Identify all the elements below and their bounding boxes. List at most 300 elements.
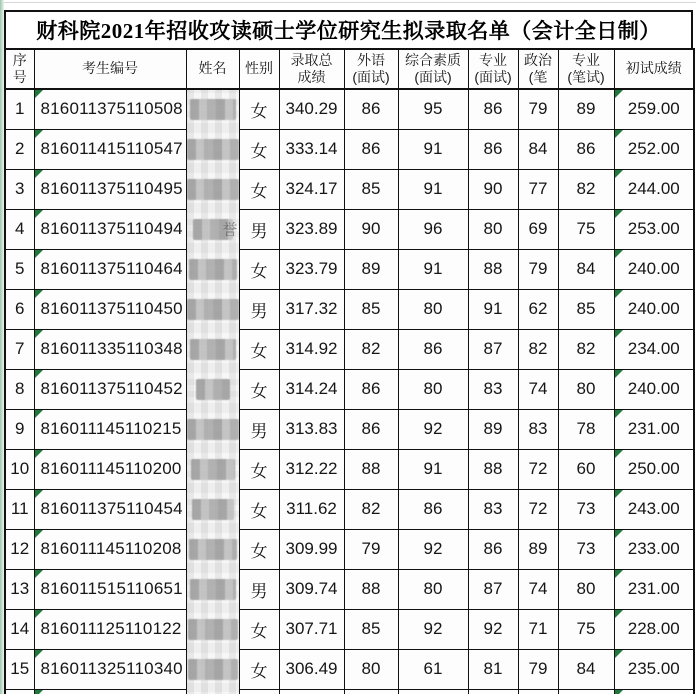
- cell-major_written-value: 75: [576, 619, 596, 638]
- cell-name: [186, 649, 239, 689]
- cell-gender-value: 女: [250, 341, 268, 361]
- cell-comprehensive: [398, 169, 468, 209]
- cell-politics-value: 62: [528, 299, 548, 318]
- cell-major_interview-value: 89: [483, 419, 503, 438]
- cell-major_interview-value: 86: [483, 99, 503, 119]
- header-major_written-line: (笔试): [567, 69, 605, 85]
- cell-id-value: 816011515110651: [40, 579, 183, 598]
- cell-gender: [239, 249, 279, 289]
- header-total-line: 录取总: [290, 51, 333, 68]
- header-gender: [239, 49, 279, 89]
- cell-total-value: 323.89: [285, 219, 338, 238]
- cell-politics: [518, 569, 558, 609]
- table-row: [5, 249, 694, 289]
- cell-politics-value: 72: [528, 459, 548, 478]
- excel-flag-triangle-icon: [615, 690, 623, 694]
- table-row: [5, 449, 694, 489]
- cell-politics-value: 69: [528, 219, 548, 238]
- header-foreign-line: 外语: [357, 51, 385, 68]
- cell-total-value: 340.29: [285, 99, 338, 119]
- cell-initial: [614, 529, 694, 569]
- cell-politics: [518, 369, 558, 409]
- cell-comprehensive: [398, 649, 468, 689]
- cell-comprehensive: [398, 329, 468, 369]
- redacted-name-mosaic: [187, 129, 239, 169]
- cell-initial-value: 244.00: [627, 179, 680, 198]
- cell-major_written-value: 86: [576, 139, 596, 158]
- cell-initial-value: 234.00: [627, 339, 680, 358]
- cell-id-value: 816011375110454: [40, 499, 183, 518]
- cell-comprehensive: [398, 249, 468, 289]
- header-no-line: 序: [12, 51, 27, 68]
- header-total-line: 成绩: [297, 69, 326, 85]
- cell-initial-value: 240.00: [627, 379, 680, 398]
- cell-foreign: [344, 249, 398, 289]
- table-row: [5, 89, 694, 129]
- cell-major_interview: [468, 289, 518, 329]
- cell-total: [279, 89, 344, 129]
- cell-gender: [239, 529, 279, 569]
- cell-major_written-value: 73: [576, 539, 596, 558]
- cell-name: [186, 169, 239, 209]
- cell-initial: [614, 609, 694, 649]
- cell-initial: [614, 209, 694, 249]
- cell-politics-value: 72: [528, 499, 548, 518]
- cell-foreign-value: 80: [361, 659, 381, 678]
- cell-politics: [518, 449, 558, 489]
- cell-no: [5, 609, 34, 649]
- cell-no: [5, 569, 34, 609]
- cell-foreign: [344, 649, 398, 689]
- cell-gender: [239, 449, 279, 489]
- header-row: [5, 49, 694, 89]
- table-row: [5, 609, 694, 649]
- cell-name: [186, 529, 239, 569]
- cell-comprehensive-value: 61: [423, 659, 443, 678]
- cell-gender-value: 女: [250, 101, 268, 121]
- excel-flag-triangle-icon: [35, 330, 43, 338]
- cell-gender: [239, 89, 279, 129]
- cell-total: [279, 449, 344, 489]
- cell-major_interview: [468, 609, 518, 649]
- header-major_interview-line: 专业: [479, 51, 507, 68]
- cell-initial: [614, 169, 694, 209]
- cell-comprehensive-value: 80: [423, 299, 443, 318]
- cell-gender-value: 女: [250, 181, 268, 201]
- cell-initial-value: 259.00: [627, 99, 680, 119]
- cell-id: [34, 649, 186, 689]
- cell-major_interview-value: 88: [483, 259, 503, 278]
- cell-gender-value: 男: [250, 421, 268, 441]
- cell-politics: [518, 609, 558, 649]
- cell-major_interview: [468, 569, 518, 609]
- cell-foreign-value: 86: [361, 99, 381, 119]
- cell-major_interview: [468, 169, 518, 209]
- redacted-name-mosaic: [187, 409, 239, 449]
- header-initial: [614, 49, 694, 89]
- cell-id: [34, 129, 186, 169]
- cell-major_interview: [468, 129, 518, 169]
- redacted-name-mosaic: [187, 489, 239, 529]
- cell-foreign: [344, 169, 398, 209]
- cell-name: [186, 609, 239, 649]
- cell-comprehensive: [398, 449, 468, 489]
- redacted-name-blur: [190, 339, 236, 360]
- cell-comprehensive-value: 86: [423, 499, 443, 518]
- redacted-name-blur: [188, 659, 238, 680]
- cell-major_written: [558, 89, 614, 129]
- cell-name: [186, 409, 239, 449]
- cell-no-value: 15: [10, 659, 30, 678]
- cell-major_written-value: 80: [576, 579, 596, 598]
- cell-initial-value: 253.00: [627, 219, 680, 238]
- cell-politics-value: 74: [528, 579, 548, 598]
- cell-comprehensive: [398, 89, 468, 129]
- cell-total: [279, 649, 344, 689]
- cell-major_written-value: 84: [576, 659, 596, 678]
- cell-initial: [614, 569, 694, 609]
- cell-comprehensive: [398, 529, 468, 569]
- cell-initial-value: 235.00: [627, 659, 680, 678]
- cell-major_interview-value: 88: [483, 459, 503, 478]
- cell-id-value: 816011375110464: [40, 259, 183, 278]
- cell-id-value: 816011375110495: [40, 179, 183, 198]
- cell-major_written: [558, 329, 614, 369]
- cell-gender: [239, 129, 279, 169]
- redacted-name-blur: [191, 459, 235, 480]
- cell-total: [279, 289, 344, 329]
- admission-table: [4, 48, 695, 694]
- cell-initial: [614, 289, 694, 329]
- redacted-name-mosaic: [187, 329, 239, 369]
- redacted-name-blur: [187, 179, 239, 200]
- cell-major_written: [558, 689, 614, 694]
- cell-total-value: 309.74: [285, 579, 338, 598]
- cell-comprehensive: [398, 609, 468, 649]
- excel-flag-triangle-icon: [35, 690, 43, 694]
- cell-id: [34, 169, 186, 209]
- cell-id-value: 816011145110200: [40, 459, 182, 478]
- cell-politics: [518, 689, 558, 694]
- cell-politics: [518, 329, 558, 369]
- excel-flag-triangle-icon: [35, 610, 43, 618]
- cell-major_interview-value: 90: [483, 179, 503, 198]
- cell-foreign: [344, 369, 398, 409]
- cell-major_written-value: 78: [576, 419, 596, 438]
- excel-flag-triangle-icon: [35, 450, 43, 458]
- table-header: [5, 49, 694, 89]
- cell-comprehensive: [398, 689, 468, 694]
- cell-no-value: 4: [15, 219, 25, 238]
- header-name: [186, 49, 239, 89]
- cell-foreign: [344, 529, 398, 569]
- cell-initial-value: 250.00: [627, 459, 680, 478]
- cell-name: [186, 209, 239, 249]
- cell-initial: [614, 489, 694, 529]
- cell-total-value: 312.22: [285, 459, 338, 478]
- excel-flag-triangle-icon: [615, 490, 623, 498]
- header-id-line: 考生编号: [82, 60, 138, 77]
- cell-foreign: [344, 489, 398, 529]
- table-row: [5, 489, 694, 529]
- cell-initial: [614, 249, 694, 289]
- excel-flag-triangle-icon: [35, 90, 43, 98]
- header-name-line: 姓名: [198, 60, 227, 77]
- table-row: [5, 169, 694, 209]
- cell-politics: [518, 89, 558, 129]
- cell-major_interview-value: 83: [483, 499, 503, 518]
- cell-gender: [239, 689, 279, 694]
- excel-flag-triangle-icon: [35, 290, 43, 298]
- cell-major_written-value: 82: [576, 179, 596, 198]
- cell-politics-value: 83: [528, 419, 548, 438]
- cell-gender-value: 女: [250, 661, 268, 681]
- cell-major_interview-value: 81: [483, 659, 503, 678]
- cell-no: [5, 489, 34, 529]
- cell-foreign-value: 86: [361, 419, 381, 438]
- header-initial-line: 初试成绩: [625, 60, 682, 77]
- cell-no: [5, 649, 34, 689]
- cell-major_written: [558, 129, 614, 169]
- table-row: [5, 129, 694, 169]
- cell-no: [5, 129, 34, 169]
- cell-gender-value: 女: [250, 541, 268, 561]
- header-politics-line: (笔: [528, 69, 548, 85]
- cell-gender-value: 女: [250, 621, 268, 641]
- cell-initial-value: 228.00: [627, 619, 680, 638]
- cell-name: [186, 329, 239, 369]
- cell-total-value: 323.79: [285, 259, 338, 278]
- cell-no: [5, 409, 34, 449]
- redacted-name-blur: [187, 419, 239, 440]
- cell-major_interview: [468, 529, 518, 569]
- cell-initial-value: 231.00: [627, 419, 680, 438]
- cell-name: [186, 489, 239, 529]
- page-title: [4, 10, 693, 48]
- header-major_interview: [468, 49, 518, 89]
- cell-politics-value: 89: [528, 539, 548, 558]
- header-politics: [518, 49, 558, 89]
- cell-id: [34, 289, 186, 329]
- cell-major_interview: [468, 209, 518, 249]
- cell-politics: [518, 209, 558, 249]
- cell-major_written: [558, 609, 614, 649]
- excel-flag-triangle-icon: [35, 410, 43, 418]
- cell-gender: [239, 369, 279, 409]
- cell-id: [34, 409, 186, 449]
- cell-politics: [518, 489, 558, 529]
- cell-major_interview: [468, 249, 518, 289]
- cell-gender-value: 女: [250, 261, 268, 281]
- redacted-name-mosaic: [187, 689, 239, 694]
- cell-major_interview: [468, 449, 518, 489]
- cell-no-value: 12: [10, 539, 30, 558]
- cell-no-value: 6: [15, 299, 25, 318]
- excel-flag-triangle-icon: [35, 570, 43, 578]
- cell-comprehensive-value: 95: [423, 99, 443, 119]
- redacted-name-mosaic: [187, 369, 239, 409]
- header-comprehensive: [398, 49, 468, 89]
- excel-flag-triangle-icon: [615, 330, 623, 338]
- cell-total-value: 313.83: [285, 419, 338, 438]
- cell-no: [5, 89, 34, 129]
- cell-major_written: [558, 569, 614, 609]
- cell-no: [5, 169, 34, 209]
- cell-foreign: [344, 569, 398, 609]
- cell-total: [279, 569, 344, 609]
- cell-no: [5, 209, 34, 249]
- cell-total: [279, 329, 344, 369]
- redacted-name-blur: [196, 379, 230, 400]
- cell-gender: [239, 489, 279, 529]
- cell-gender: [239, 609, 279, 649]
- cell-initial: [614, 409, 694, 449]
- cell-total: [279, 489, 344, 529]
- cell-gender: [239, 329, 279, 369]
- cell-politics-value: 79: [528, 99, 548, 119]
- cell-major_written: [558, 529, 614, 569]
- cell-foreign: [344, 609, 398, 649]
- cell-foreign-value: 85: [361, 179, 381, 198]
- cell-comprehensive-value: 92: [423, 619, 443, 638]
- cell-major_interview: [468, 89, 518, 129]
- cell-initial-value: 243.00: [627, 499, 680, 518]
- cell-initial: [614, 329, 694, 369]
- cell-initial: [614, 449, 694, 489]
- cell-no-value: 11: [10, 499, 29, 518]
- cell-total-value: 317.32: [285, 299, 338, 318]
- cell-no-value: 5: [15, 259, 25, 278]
- cell-foreign: [344, 409, 398, 449]
- cell-foreign: [344, 329, 398, 369]
- table-body: [5, 89, 694, 694]
- header-foreign-line: (面试): [352, 69, 390, 85]
- cell-total: [279, 129, 344, 169]
- cell-comprehensive-value: 80: [423, 579, 443, 598]
- cell-major_written-value: 60: [576, 459, 596, 478]
- cell-foreign-value: 88: [361, 579, 381, 598]
- cell-comprehensive: [398, 289, 468, 329]
- header-major_written: [558, 49, 614, 89]
- cell-initial-value: 240.00: [627, 299, 680, 318]
- header-no-line: 号: [12, 69, 27, 85]
- cell-foreign: [344, 129, 398, 169]
- excel-flag-triangle-icon: [615, 170, 623, 178]
- cell-initial-value: 240.00: [627, 259, 680, 278]
- cell-total: [279, 369, 344, 409]
- cell-total: [279, 249, 344, 289]
- cell-no-value: 13: [10, 579, 30, 598]
- cell-id-value: 816011375110452: [40, 379, 183, 398]
- cell-comprehensive: [398, 129, 468, 169]
- redacted-name-mosaic: [187, 529, 239, 569]
- cell-major_written: [558, 649, 614, 689]
- cell-comprehensive-value: 86: [423, 339, 443, 358]
- cell-comprehensive-value: 91: [423, 139, 443, 158]
- cell-no-value: 2: [15, 139, 25, 158]
- excel-flag-triangle-icon: [35, 130, 43, 138]
- cell-id: [34, 369, 186, 409]
- redacted-name-blur: [189, 539, 237, 560]
- cell-major_written: [558, 489, 614, 529]
- cell-major_written-value: 85: [576, 299, 596, 318]
- cell-gender-value: 男: [250, 301, 268, 321]
- cell-id: [34, 489, 186, 529]
- cell-comprehensive-value: 91: [423, 459, 443, 478]
- excel-flag-triangle-icon: [35, 170, 43, 178]
- redacted-name-mosaic: [187, 249, 239, 289]
- cell-name: [186, 89, 239, 129]
- cell-id: [34, 449, 186, 489]
- cell-initial: [614, 129, 694, 169]
- page-title-text: 财科院2021年招收攻读硕士学位研究生拟录取名单（会计全日制）: [36, 19, 661, 43]
- cell-major_interview-value: 86: [483, 139, 503, 158]
- cell-name: [186, 249, 239, 289]
- cell-no: [5, 369, 34, 409]
- cell-foreign: [344, 289, 398, 329]
- cell-total-value: 306.49: [285, 659, 338, 678]
- excel-flag-triangle-icon: [615, 610, 623, 618]
- excel-flag-triangle-icon: [615, 210, 623, 218]
- cell-comprehensive: [398, 209, 468, 249]
- cell-name: [186, 369, 239, 409]
- cell-initial: [614, 689, 694, 694]
- cell-politics-value: 77: [528, 179, 548, 198]
- cell-foreign: [344, 689, 398, 694]
- cell-total-value: 333.14: [285, 139, 338, 158]
- cell-gender: [239, 209, 279, 249]
- cell-foreign-value: 82: [361, 499, 381, 518]
- cell-major_written: [558, 209, 614, 249]
- cell-total-value: 314.92: [285, 339, 338, 358]
- table-row: [5, 569, 694, 609]
- cell-gender-value: 女: [250, 461, 268, 481]
- cell-foreign-value: 86: [361, 139, 381, 158]
- redacted-name-mosaic: [187, 449, 239, 489]
- header-major_written-line: 专业: [572, 51, 600, 68]
- excel-flag-triangle-icon: [35, 650, 43, 658]
- header-foreign: [344, 49, 398, 89]
- cell-gender-value: 男: [250, 221, 268, 241]
- cell-foreign-value: 85: [361, 299, 381, 318]
- cell-foreign: [344, 449, 398, 489]
- cell-foreign-value: 85: [361, 619, 381, 638]
- cell-major_written: [558, 369, 614, 409]
- cell-id-value: 816011335110348: [40, 339, 183, 358]
- excel-flag-triangle-icon: [615, 650, 623, 658]
- admission-sheet: [4, 10, 693, 694]
- header-id: [34, 49, 186, 89]
- table-row: [5, 329, 694, 369]
- cell-id: [34, 569, 186, 609]
- redacted-name-blur: [187, 139, 239, 160]
- excel-flag-triangle-icon: [35, 370, 43, 378]
- cell-name: [186, 449, 239, 489]
- redacted-name-blur: [192, 499, 234, 520]
- cell-no-value: 7: [15, 339, 25, 358]
- cell-major_interview-value: 87: [483, 579, 503, 598]
- cell-major_written-value: 75: [576, 219, 596, 238]
- cell-foreign-value: 88: [361, 459, 381, 478]
- cell-no: [5, 329, 34, 369]
- cell-major_interview: [468, 649, 518, 689]
- cell-initial-value: 252.00: [627, 139, 680, 158]
- cell-name: [186, 289, 239, 329]
- cell-id-value: 816011325110340: [40, 659, 183, 678]
- cell-politics: [518, 249, 558, 289]
- header-no: [5, 49, 34, 89]
- excel-flag-triangle-icon: [615, 530, 623, 538]
